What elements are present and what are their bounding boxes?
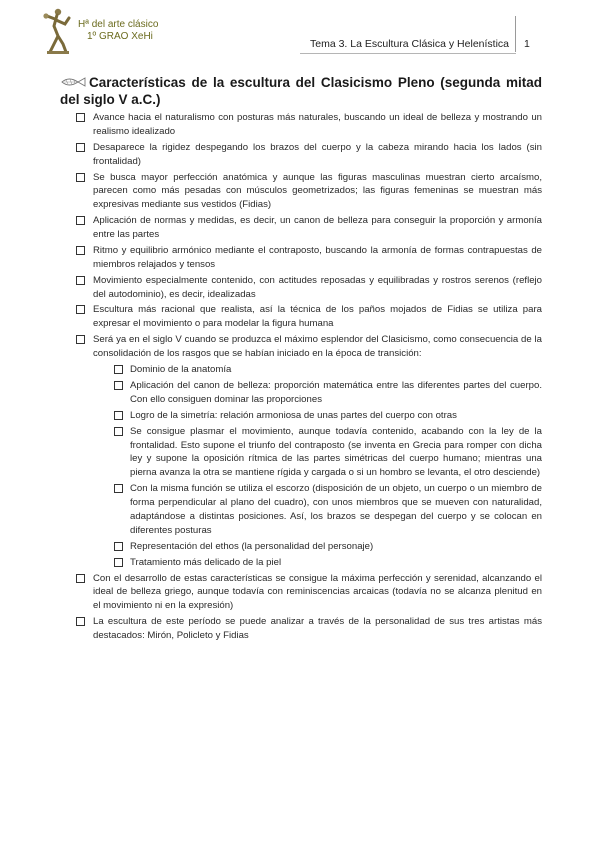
checkbox-icon (76, 216, 85, 225)
checkbox-icon (114, 427, 123, 436)
subitem-text: Tratamiento más delicado de la piel (130, 556, 282, 568)
course-label (78, 19, 158, 43)
subitem-text: Logro de la simetría: relación armoniosa de unas partes del cuerpo con otras (130, 409, 457, 421)
item-text: Movimiento especialmente contenido, con actitudes reposadas y equilibradas y rostros serenos (reflejo del autodominio), es decir, idealizadas (93, 274, 542, 300)
checkbox-icon (76, 276, 85, 285)
checkbox-icon (114, 542, 123, 551)
page-number: 1 (524, 38, 530, 50)
item-text: Avance hacia el naturalismo con posturas más naturales, buscando un ideal de belleza y mostrando un realismo idealizado (93, 112, 542, 137)
sublist-item (114, 379, 542, 407)
list-item (76, 171, 542, 212)
subitem-text: Con la misma función se utiliza el escorzo (disposición de un objeto, un cuerpo o un miembro de forma perpendicular al plano del cuadro), con unos miembros que se mueven con naturalidad, adaptándose a distintas posiciones. Así, los brazos se despegan del cuerpo y se colocan en diferentes posturas (130, 483, 542, 536)
sublist-item (114, 409, 542, 423)
item-text: Con el desarrollo de estas características se consigue la máxima perfección y serenidad, alcanzando el ideal de belleza griego, aunque todavía con reminiscencias arcaicas (todavía no se alcanza plenitud en el movimiento ni en la expresión) (93, 572, 542, 612)
header-divider (515, 16, 516, 52)
subitem-text: Dominio de la anatomía (130, 364, 232, 376)
list-item (76, 244, 542, 272)
subitem-text: Aplicación del canon de belleza: proporción matemática entre las diferentes partes del cuerpo. Con ello consiguen dominar las proporciones (130, 380, 542, 405)
item-text: Se busca mayor perfección anatómica y aunque las figuras masculinas muestran cierto arcaísmo, parecen como más pesadas con músculos geometrizados; las figuras femeninas se muestran más expresivas mediante sus vestidos (Fidias) (93, 171, 542, 211)
checkbox-icon (76, 143, 85, 152)
list-item (76, 214, 542, 242)
document-title: Tema 3. La Escultura Clásica y Helenística (310, 38, 510, 50)
item-text: Aplicación de normas y medidas, es decir, un canon de belleza para conseguir la proporción y armonía entre las partes (93, 215, 542, 240)
checkbox-icon (114, 558, 123, 567)
sublist-item (114, 556, 542, 570)
item-text: Ritmo y equilibrio armónico mediante el contraposto, buscando la armonía de formas contrapuestas de miembros relajados y tensos (93, 244, 542, 270)
item-text: Escultura más racional que realista, así la técnica de los paños mojados de Fidias se utiliza para expresar el movimiento o para modelar la figura humana (93, 304, 542, 330)
header-rule (300, 53, 516, 54)
item-text: La escultura de este período se puede analizar a través de la personalidad de sus tres artistas más destacados: Mirón, Policleto y Fidias (93, 616, 542, 641)
checkbox-icon (114, 411, 123, 420)
list-item (76, 303, 542, 331)
org-line-1: Hª del arte clásico (78, 19, 159, 30)
checkbox-icon (76, 305, 85, 314)
transition-sublist (114, 363, 542, 569)
fish-bullet-icon (60, 76, 86, 88)
checkbox-icon (76, 335, 85, 344)
item-text: Desaparece la rigidez despegando los brazos del cuerpo y la cabeza mirando hacia los lados (sin frontalidad) (93, 141, 542, 167)
org-line-2: 1º GRAO XeHi (87, 31, 153, 42)
list-item (76, 141, 542, 169)
checkbox-icon (76, 246, 85, 255)
heading-text: Características de la escultura del Clasicismo Pleno (segunda mitad del siglo V a.C.) (60, 75, 542, 107)
list-item (76, 572, 542, 613)
subitem-text: Representación del ethos (la personalidad del personaje) (130, 540, 374, 552)
checkbox-icon (76, 173, 85, 182)
sublist-item (114, 363, 542, 377)
list-item (76, 333, 542, 361)
list-item (76, 274, 542, 302)
checkbox-icon (76, 574, 85, 583)
subitem-text: Se consigue plasmar el movimiento, aunque todavía contenido, acabando con la ley de la frontalidad. Esto supone el triunfo del contraposto (se inventa en Grecia para romper con dicha ley y supone la oposición rítmica de las partes simétricas del cuerpo humano; mientras una pierna avanza la otra se mantiene rígida y cargada o si un hombro se levanta, el otro desciende) (130, 425, 542, 479)
checkbox-icon (114, 484, 123, 493)
checkbox-icon (76, 113, 85, 122)
section-heading (60, 74, 542, 108)
discobolus-logo-icon (42, 6, 72, 54)
item-text: Será ya en el siglo V cuando se produzca el máximo esplendor del Clasicismo, como consecuencia de la consolidación de los rasgos que se habían iniciado en la época de transición: (93, 334, 542, 360)
sublist-item (114, 425, 542, 480)
checkbox-icon (76, 617, 85, 626)
sublist-item (114, 540, 542, 554)
characteristics-list (76, 111, 542, 645)
list-item (76, 615, 542, 643)
sublist-item (114, 482, 542, 537)
list-item (76, 111, 542, 139)
page-header (0, 0, 600, 62)
checkbox-icon (114, 365, 123, 374)
checkbox-icon (114, 381, 123, 390)
